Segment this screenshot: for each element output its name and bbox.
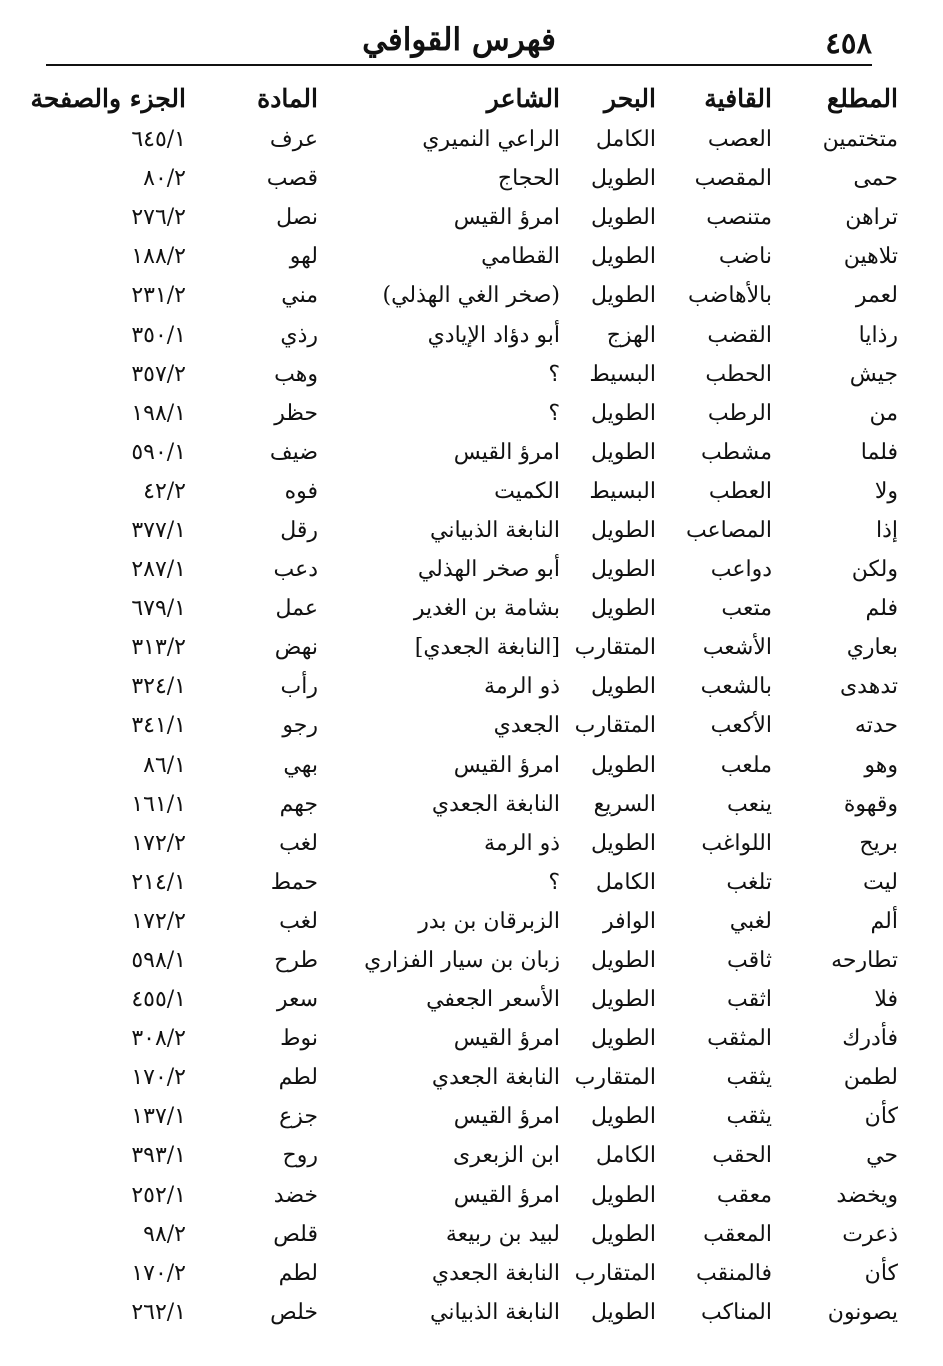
table-row — [46, 785, 898, 824]
table-row — [46, 746, 898, 785]
cell-poet: النابغة الذبياني — [430, 517, 560, 543]
cell-meter: الطويل — [590, 439, 656, 465]
cell-meter: السريع — [593, 791, 656, 817]
cell-root: عمل — [275, 596, 318, 622]
cell-meter: الطويل — [590, 517, 656, 543]
cell-rhyme: ناضب — [718, 244, 772, 270]
cell-root: دعب — [273, 557, 318, 583]
cell-volume-page: ١٧٠/٢ — [131, 1065, 186, 1091]
cell-rhyme: ينعب — [727, 791, 772, 817]
cell-volume-page: ٢١٤/١ — [131, 869, 186, 895]
cell-meter: الهزج — [606, 322, 656, 348]
cell-opening: فلم — [865, 596, 898, 622]
table-row — [46, 315, 898, 354]
column-header-poet: الشاعر — [486, 83, 560, 113]
cell-meter: البسيط — [589, 361, 656, 387]
cell-meter: الطويل — [590, 400, 656, 426]
cell-root: حمط — [270, 869, 318, 895]
cell-opening: حمى — [853, 166, 898, 192]
cell-rhyme: لغبي — [729, 908, 772, 934]
cell-poet: النابغة الجعدي — [431, 1065, 560, 1091]
cell-opening: فلا — [874, 987, 898, 1013]
cell-volume-page: ٥٩٠/١ — [131, 439, 186, 465]
cell-poet: الجعدي — [493, 713, 560, 739]
cell-poet: امرؤ القيس — [453, 1104, 560, 1130]
cell-poet: بشامة بن الغدير — [413, 596, 560, 622]
cell-meter: الطويل — [590, 1221, 656, 1247]
cell-root: سعر — [276, 987, 318, 1013]
cell-opening: فأدرك — [842, 1026, 898, 1052]
cell-poet: ؟ — [548, 361, 560, 387]
cell-volume-page: ١٣٧/١ — [131, 1104, 186, 1130]
cell-volume-page: ٦٤٥/١ — [131, 127, 186, 153]
cell-volume-page: ٥٩٨/١ — [131, 948, 186, 974]
table-row — [46, 941, 898, 980]
cell-opening: من — [869, 400, 898, 426]
table-row — [46, 355, 898, 394]
cell-opening: جيش — [849, 361, 898, 387]
table-row — [46, 1058, 898, 1097]
cell-meter: الكامل — [595, 869, 656, 895]
page-number: ٤٥٨ — [825, 26, 872, 60]
cell-volume-page: ٨٠/٢ — [143, 166, 186, 192]
table-row — [46, 1254, 898, 1293]
cell-meter: الطويل — [590, 674, 656, 700]
table-row — [46, 511, 898, 550]
cell-volume-page: ٣٧٧/١ — [131, 517, 186, 543]
cell-meter: الطويل — [590, 557, 656, 583]
cell-volume-page: ١٨٨/٢ — [131, 244, 186, 270]
cell-root: لطم — [278, 1065, 318, 1091]
cell-poet: الراعي النميري — [422, 127, 560, 153]
cell-volume-page: ٢٨٧/١ — [131, 557, 186, 583]
cell-poet: أبو صخر الهذلي — [417, 557, 560, 583]
cell-poet: الزبرقان بن بدر — [418, 908, 560, 934]
cell-meter: الطويل — [590, 166, 656, 192]
cell-meter: الطويل — [590, 830, 656, 856]
cell-poet: ابن الزبعرى — [452, 1143, 560, 1169]
cell-rhyme: يثقب — [726, 1065, 772, 1091]
table-row — [46, 1019, 898, 1058]
cell-opening: رذايا — [858, 322, 898, 348]
cell-opening: متختمين — [822, 127, 898, 153]
cell-opening: بعاري — [846, 635, 898, 661]
table-row — [46, 1176, 898, 1215]
cell-volume-page: ٤٥٥/١ — [131, 987, 186, 1013]
table-body — [46, 120, 898, 1332]
header-rule — [46, 64, 872, 66]
cell-volume-page: ٨٦/١ — [143, 752, 186, 778]
cell-rhyme: متنصب — [706, 205, 772, 231]
cell-rhyme: الأكعب — [710, 713, 772, 739]
cell-poet: امرؤ القيس — [453, 1182, 560, 1208]
cell-poet: النابغة الجعدي — [431, 1260, 560, 1286]
cell-meter: الوافر — [603, 908, 656, 934]
cell-volume-page: ١٧٢/٢ — [131, 908, 186, 934]
cell-volume-page: ١٧٠/٢ — [131, 1260, 186, 1286]
cell-meter: المتقارب — [574, 713, 656, 739]
cell-root: رجو — [282, 713, 318, 739]
cell-meter: الطويل — [590, 205, 656, 231]
table-row — [46, 589, 898, 628]
table-row — [46, 159, 898, 198]
table-row — [46, 198, 898, 237]
column-header-meter: البحر — [603, 83, 656, 113]
cell-rhyme: فالمنقب — [695, 1260, 772, 1286]
cell-opening: ولكن — [851, 557, 898, 583]
cell-root: نوط — [280, 1026, 318, 1052]
cell-poet: لبيد بن ربيعة — [445, 1221, 560, 1247]
cell-volume-page: ٣٥٧/٢ — [131, 361, 186, 387]
cell-poet: ؟ — [548, 869, 560, 895]
table-row — [46, 667, 898, 706]
cell-meter: المتقارب — [574, 1065, 656, 1091]
cell-root: جهم — [279, 791, 318, 817]
cell-rhyme: ملعب — [720, 752, 772, 778]
table-row — [46, 824, 898, 863]
table-row — [46, 902, 898, 941]
cell-root: جزع — [279, 1104, 318, 1130]
cell-meter: الطويل — [590, 948, 656, 974]
cell-volume-page: ١٧٢/٢ — [131, 830, 186, 856]
cell-opening: حدته — [854, 713, 898, 739]
cell-rhyme: الرطب — [707, 400, 772, 426]
cell-volume-page: ٢٥٢/١ — [131, 1182, 186, 1208]
cell-meter: البسيط — [589, 478, 656, 504]
cell-opening: كأن — [864, 1104, 898, 1130]
cell-root: نصل — [276, 205, 318, 231]
table-row — [46, 550, 898, 589]
cell-opening: ذعرت — [842, 1221, 898, 1247]
cell-meter: الطويل — [590, 752, 656, 778]
cell-opening: إذا — [875, 517, 898, 543]
cell-root: ضيف — [269, 439, 318, 465]
column-header-rhyme: القافية — [704, 83, 772, 113]
cell-rhyme: المثقب — [707, 1026, 772, 1052]
cell-meter: الطويل — [590, 987, 656, 1013]
cell-opening: بريح — [859, 830, 898, 856]
cell-poet: ذو الرمة — [484, 674, 560, 700]
table-row — [46, 433, 898, 472]
cell-rhyme: معقب — [716, 1182, 772, 1208]
table-row — [46, 1215, 898, 1254]
table-row — [46, 863, 898, 902]
cell-opening: تلاهين — [843, 244, 898, 270]
cell-opening: تطارحه — [831, 948, 898, 974]
cell-rhyme: بالشعب — [700, 674, 772, 700]
cell-volume-page: ٣٥٠/١ — [131, 322, 186, 348]
cell-opening: ولا — [874, 478, 898, 504]
table-header-row — [46, 76, 898, 120]
page-title: فهرس القوافي — [362, 22, 556, 58]
cell-poet: [النابغة الجعدي] — [414, 635, 560, 661]
cell-rhyme: اللواغب — [701, 830, 772, 856]
cell-poet: ؟ — [548, 400, 560, 426]
cell-root: قصب — [266, 166, 318, 192]
cell-rhyme: تلغب — [726, 869, 772, 895]
table-row — [46, 1136, 898, 1175]
cell-opening: ليت — [863, 869, 898, 895]
running-head — [46, 22, 872, 66]
cell-poet: زبان بن سيار الفزاري — [364, 948, 560, 974]
cell-volume-page: ٤٢/٢ — [143, 478, 186, 504]
cell-root: نهض — [274, 635, 318, 661]
cell-opening: وهو — [864, 752, 898, 778]
table-row — [46, 980, 898, 1019]
cell-volume-page: ٣١٣/٢ — [131, 635, 186, 661]
cell-rhyme: القضب — [707, 322, 772, 348]
cell-volume-page: ٢٣١/٢ — [131, 283, 186, 309]
column-header-opening: المطلع — [826, 83, 898, 113]
cell-poet: القطامي — [481, 244, 560, 270]
cell-rhyme: دواعب — [710, 557, 772, 583]
cell-root: رقل — [280, 517, 318, 543]
cell-poet: الأسعر الجعفي — [426, 987, 560, 1013]
cell-root: طرح — [274, 948, 318, 974]
cell-volume-page: ٣٠٨/٢ — [131, 1026, 186, 1052]
cell-root: رأب — [280, 674, 318, 700]
cell-poet: النابغة الذبياني — [430, 1299, 560, 1325]
cell-opening: تدهدى — [839, 674, 898, 700]
cell-meter: الكامل — [595, 1143, 656, 1169]
cell-poet: أبو دؤاد الإيادي — [427, 322, 560, 348]
cell-volume-page: ١٦١/١ — [131, 791, 186, 817]
cell-poet: امرؤ القيس — [453, 205, 560, 231]
cell-volume-page: ٣٩٣/١ — [131, 1143, 186, 1169]
cell-rhyme: بالأهاضب — [688, 283, 772, 309]
cell-root: لطم — [278, 1260, 318, 1286]
cell-opening: لطمن — [843, 1065, 898, 1091]
cell-volume-page: ١٩٨/١ — [131, 400, 186, 426]
cell-meter: الطويل — [590, 1026, 656, 1052]
cell-volume-page: ٣٢٤/١ — [131, 674, 186, 700]
cell-meter: الطويل — [590, 1104, 656, 1130]
cell-root: لغب — [279, 908, 318, 934]
cell-rhyme: مشطب — [700, 439, 772, 465]
cell-poet: امرؤ القيس — [453, 1026, 560, 1052]
cell-root: مني — [281, 283, 318, 309]
table-row — [46, 472, 898, 511]
cell-rhyme: الحطب — [705, 361, 772, 387]
table-row — [46, 120, 898, 159]
cell-rhyme: متعب — [721, 596, 772, 622]
cell-rhyme: ثاقب — [727, 948, 772, 974]
cell-rhyme: المعقب — [703, 1221, 772, 1247]
cell-volume-page: ٢٧٦/٢ — [131, 205, 186, 231]
cell-rhyme: الحقب — [712, 1143, 772, 1169]
cell-rhyme: العطب — [708, 478, 772, 504]
cell-opening: فلما — [860, 439, 898, 465]
table-row — [46, 628, 898, 667]
column-header-root: المادة — [257, 83, 318, 113]
cell-rhyme: الأشعب — [702, 635, 772, 661]
cell-poet: امرؤ القيس — [453, 752, 560, 778]
cell-volume-page: ٩٨/٢ — [143, 1221, 186, 1247]
cell-opening: حي — [866, 1143, 898, 1169]
cell-opening: ويخضد — [836, 1182, 898, 1208]
cell-root: فوه — [284, 478, 318, 504]
cell-meter: الطويل — [590, 1182, 656, 1208]
cell-volume-page: ٦٧٩/١ — [131, 596, 186, 622]
cell-root: لغب — [279, 830, 318, 856]
cell-meter: الطويل — [590, 283, 656, 309]
cell-opening: تراهن — [845, 205, 898, 231]
cell-meter: الطويل — [590, 1299, 656, 1325]
cell-meter: الطويل — [590, 596, 656, 622]
cell-root: لهو — [289, 244, 318, 270]
cell-root: روح — [282, 1143, 318, 1169]
cell-poet: الكميت — [494, 478, 560, 504]
cell-root: حظر — [274, 400, 318, 426]
cell-rhyme: المناكب — [701, 1299, 772, 1325]
cell-meter: الطويل — [590, 244, 656, 270]
table-row — [46, 237, 898, 276]
cell-meter: المتقارب — [574, 1260, 656, 1286]
cell-root: قلص — [273, 1221, 318, 1247]
cell-rhyme: العصب — [707, 127, 772, 153]
table-row — [46, 1293, 898, 1332]
cell-opening: كأن — [864, 1260, 898, 1286]
cell-volume-page: ٢٦٢/١ — [131, 1299, 186, 1325]
table-row — [46, 1097, 898, 1136]
cell-meter: المتقارب — [574, 635, 656, 661]
cell-poet: النابغة الجعدي — [431, 791, 560, 817]
cell-poet: الحجاج — [497, 166, 560, 192]
cell-opening: يصونون — [827, 1299, 898, 1325]
column-header-volume-page: الجزء والصفحة — [30, 83, 186, 113]
table-row — [46, 706, 898, 745]
cell-root: خلص — [270, 1299, 318, 1325]
cell-poet: ذو الرمة — [484, 830, 560, 856]
cell-opening: لعمر — [855, 283, 898, 309]
table-row — [46, 276, 898, 315]
cell-meter: الكامل — [595, 127, 656, 153]
cell-root: خضد — [273, 1182, 318, 1208]
cell-root: بهي — [283, 752, 318, 778]
cell-opening: وقهوة — [843, 791, 898, 817]
cell-root: رذي — [280, 322, 318, 348]
cell-root: عرف — [269, 127, 318, 153]
cell-rhyme: المصاعب — [685, 517, 772, 543]
cell-rhyme: المقصب — [694, 166, 772, 192]
table-row — [46, 394, 898, 433]
cell-opening: ألم — [870, 908, 898, 934]
cell-poet: (صخر الغي الهذلي) — [382, 283, 560, 309]
rhyme-index-table — [30, 76, 898, 1332]
cell-volume-page: ٣٤١/١ — [131, 713, 186, 739]
cell-rhyme: اثقب — [727, 987, 772, 1013]
cell-root: وهب — [274, 361, 318, 387]
cell-poet: امرؤ القيس — [453, 439, 560, 465]
cell-rhyme: يثقب — [726, 1104, 772, 1130]
